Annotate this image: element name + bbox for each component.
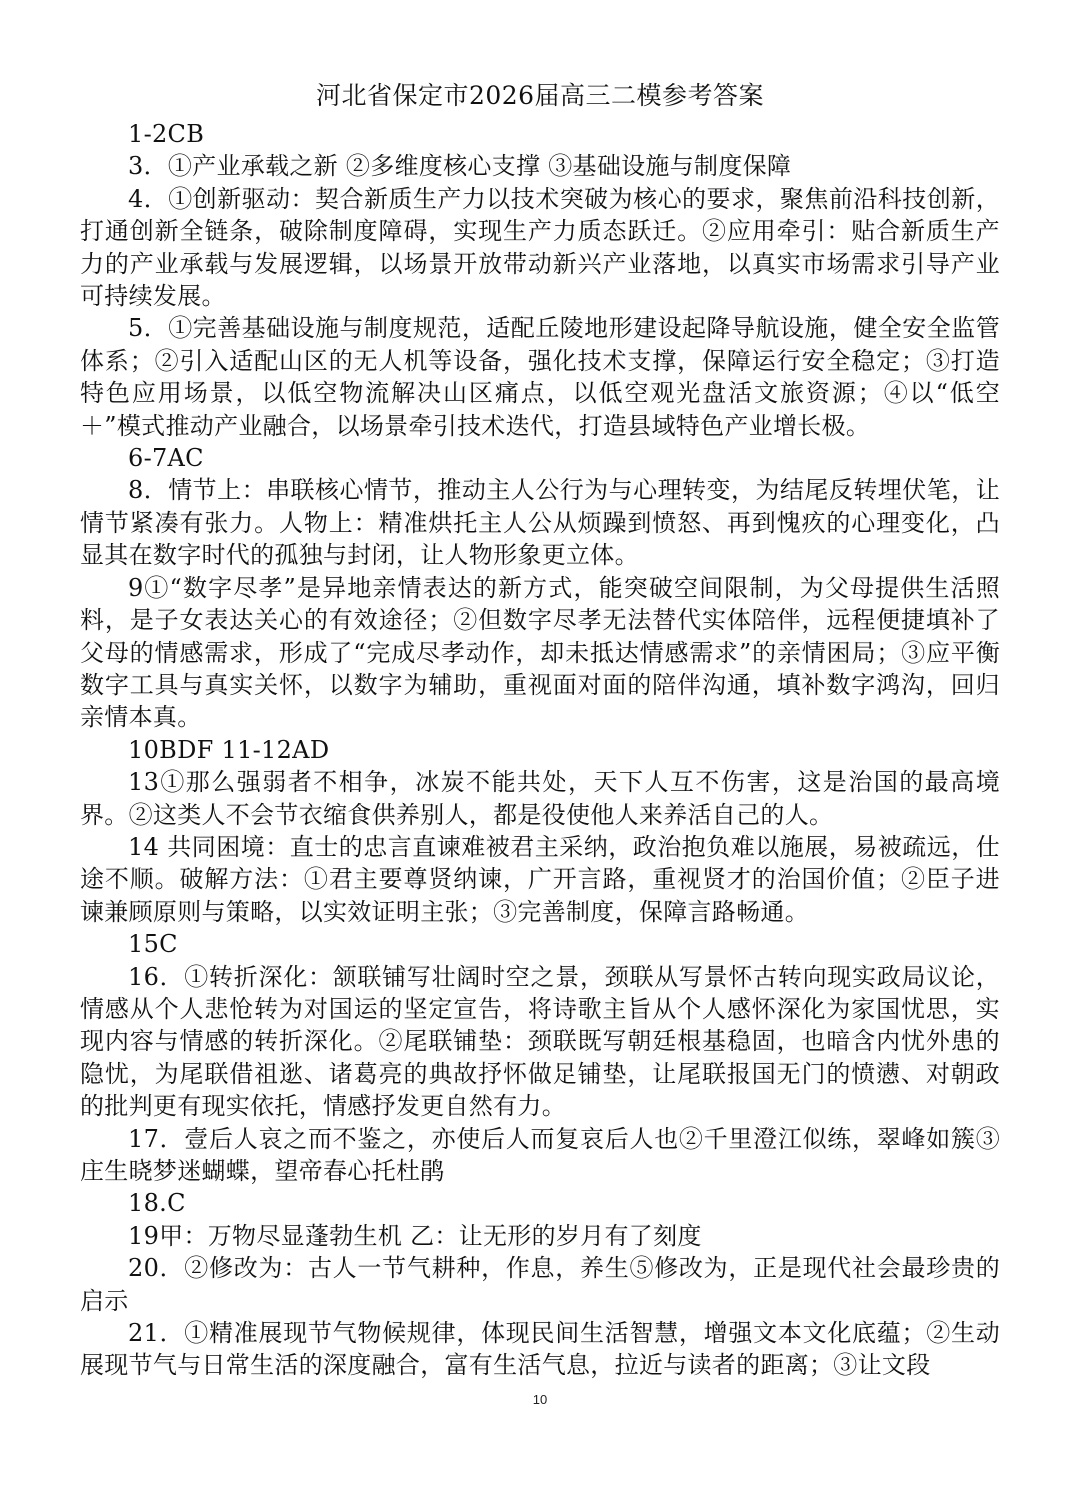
answer-5: 5．①完善基础设施与制度规范，适配丘陵地形建设起降导航设施，健全安全监管体系；②引入适配山区的无人机等设备，强化技术支撑，保障运行安全稳定；③打造特色应用场景，以低空物流解决山区痛点，以低空观光盘活文旅资源；④以“低空＋”模式推动产业融合，以场景牵引技术迭代，打造县域特色产业增长极。 [80, 314, 1000, 440]
page-number: 10 [532, 1392, 548, 1407]
answer-9: 9①“数字尽孝”是异地亲情表达的新方式，能突破空间限制，为父母提供生活照料，是子女表达关心的有效途径；②但数字尽孝无法替代实体陪伴，远程便捷填补了父母的情感需求，形成了“完成尽孝动作，却未抵达情感需求”的亲情困局；③应平衡数字工具与真实关怀，以数字为辅助，重视面对面的陪伴沟通，填补数字鸿沟，回归亲情本真。 [80, 573, 1000, 732]
answer-18: 18.C [128, 1189, 186, 1218]
answer-15: 15C [128, 930, 178, 959]
answer-13: 13①那么强弱者不相争，冰炭不能共处，天下人互不伤害，这是治国的最高境界。②这类人不会节衣缩食供养别人，都是役使他人来养活自己的人。 [80, 768, 1000, 829]
answer-17: 17．壹后人哀之而不鉴之，亦使后人而复哀后人也②千里澄江似练，翠峰如簇③庄生晓梦迷蝴蝶，望帝春心托杜鹃 [80, 1124, 1000, 1185]
answer-14: 14 共同困境：直士的忠言直谏难被君主采纳，政治抱负难以施展，易被疏远，仕途不顺。破解方法：①君主要尊贤纳谏，广开言路，重视贤才的治国价值；②臣子进谏兼顾原则与策略，以实效证明主张；③完善制度，保障言路畅通。 [80, 832, 1000, 926]
answer-6-7: 6-7AC [128, 444, 204, 473]
answer-21: 21．①精准展现节气物候规律，体现民间生活智慧，增强文本文化底蕴；②生动展现节气与日常生活的深度融合，富有生活气息，拉近与读者的距离；③让文段 [80, 1319, 1000, 1380]
answer-10-12: 10BDF 11-12AD [128, 735, 330, 764]
answer-sheet-page [80, 76, 1000, 1382]
answer-16: 16．①转折深化：颔联铺写壮阔时空之景，颈联从写景怀古转向现实政局议论，情感从个人悲怆转为对国运的坚定宣告，将诗歌主旨从个人感怀深化为家国忧思，实现内容与情感的转折深化。②尾联铺垫：颈联既写朝廷根基稳固，也暗含内忧外患的隐忧，为尾联借祖逖、诸葛亮的典故抒怀做足铺垫，让尾联报国无门的愤懑、对朝政的批判更有现实依托，情感抒发更自然有力。 [80, 962, 1000, 1121]
answer-8: 8．情节上：串联核心情节，推动主人公行为与心理转变，为结尾反转埋伏笔，让情节紧凑有张力。人物上：精准烘托主人公从烦躁到愤怒、再到愧疚的心理变化，凸显其在数字时代的孤独与封闭，让人物形象更立体。 [80, 476, 1000, 570]
answer-4: 4．①创新驱动：契合新质生产力以技术突破为核心的要求，聚焦前沿科技创新，打通创新全链条，破除制度障碍，实现生产力质态跃迁。②应用牵引：贴合新质生产力的产业承载与发展逻辑，以场景开放带动新兴产业落地，以真实市场需求引导产业可持续发展。 [80, 184, 1000, 311]
answer-20: 20．②修改为：古人一节气耕种，作息，养生⑤修改为，正是现代社会最珍贵的启示 [80, 1254, 1000, 1315]
answer-3: 3．①产业承载之新 ②多维度核心支撑 ③基础设施与制度保障 [128, 152, 792, 181]
answer-19: 19甲：万物尽显蓬勃生机 乙：让无形的岁月有了刻度 [128, 1221, 702, 1250]
document-title: 河北省保定市2026届高三二模参考答案 [315, 81, 765, 110]
answer-1-2: 1-2CB [128, 120, 205, 148]
